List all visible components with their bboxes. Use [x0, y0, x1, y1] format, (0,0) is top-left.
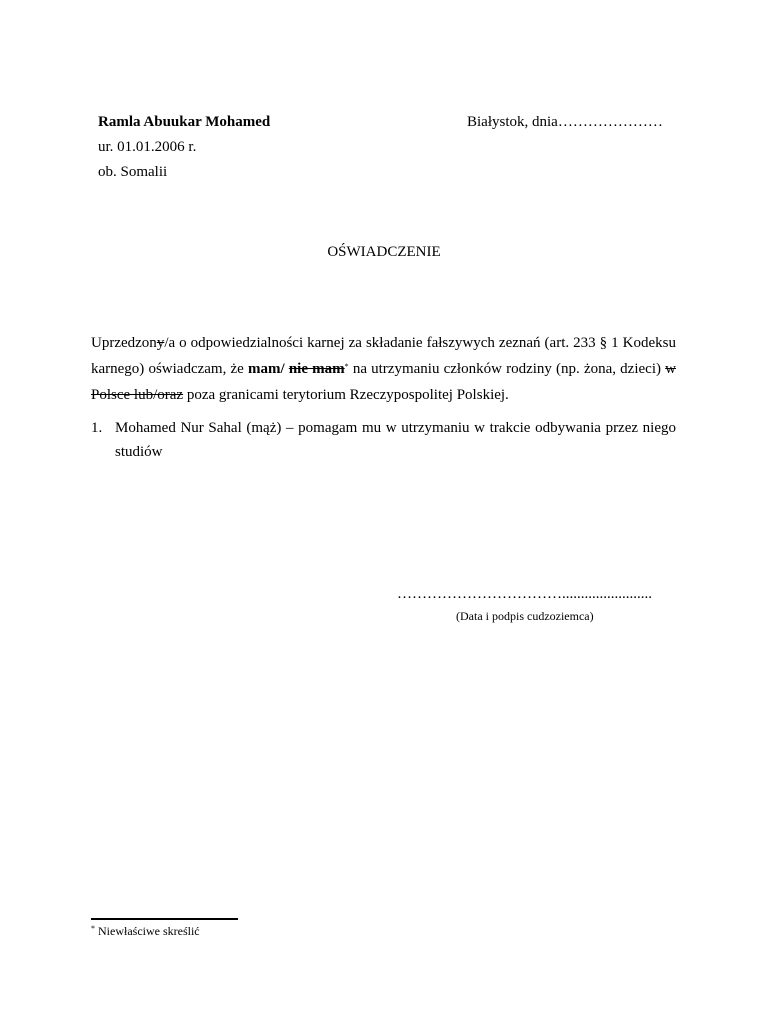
list-item-number: 1.	[91, 420, 103, 436]
author-origin: ob. Somalii	[98, 164, 168, 180]
signature-caption: (Data i podpis cudzoziemca)	[456, 609, 594, 623]
footnote-divider	[91, 918, 238, 920]
struck-letter-y: y	[156, 335, 165, 351]
option-w-polsce-struck: w Polsce lub/oraz	[91, 361, 676, 403]
document-title: OŚWIADCZENIE	[327, 244, 441, 260]
list-item-text: Mohamed Nur Sahal (mąż) – pomagam mu w utrzymaniu w trakcie odbywania przez niego studiów	[115, 420, 676, 460]
place-and-date: Białystok, dnia…………………	[467, 114, 663, 130]
author-birth-date: ur. 01.01.2006 r.	[98, 139, 197, 155]
declaration-paragraph	[91, 330, 676, 408]
declaration-text-3: na utrzymaniu członków rodziny (np. żona, dzieci)	[348, 361, 666, 377]
footnote	[91, 924, 200, 938]
footnote-text: Niewłaściwe skreślić	[95, 924, 200, 938]
footnote-mark: *	[91, 924, 95, 933]
declaration-text-1: Uprzedzon	[91, 335, 157, 351]
option-mam: mam/	[247, 361, 285, 377]
author-name: Ramla Abuukar Mohamed	[98, 114, 271, 130]
signature-line: ……………………………........................	[397, 586, 652, 602]
footnote-mark-ref: *	[344, 362, 349, 371]
declaration-text-4: poza granicami terytorium Rzeczypospolitej Polskiej.	[183, 387, 509, 403]
option-nie-mam-struck: nie mam	[288, 361, 345, 377]
declaration-text-2: /a o odpowiedzialności karnej za składanie fałszywych zeznań (art. 233 § 1 Kodeksu karnego) oświadczam, że	[91, 335, 676, 377]
